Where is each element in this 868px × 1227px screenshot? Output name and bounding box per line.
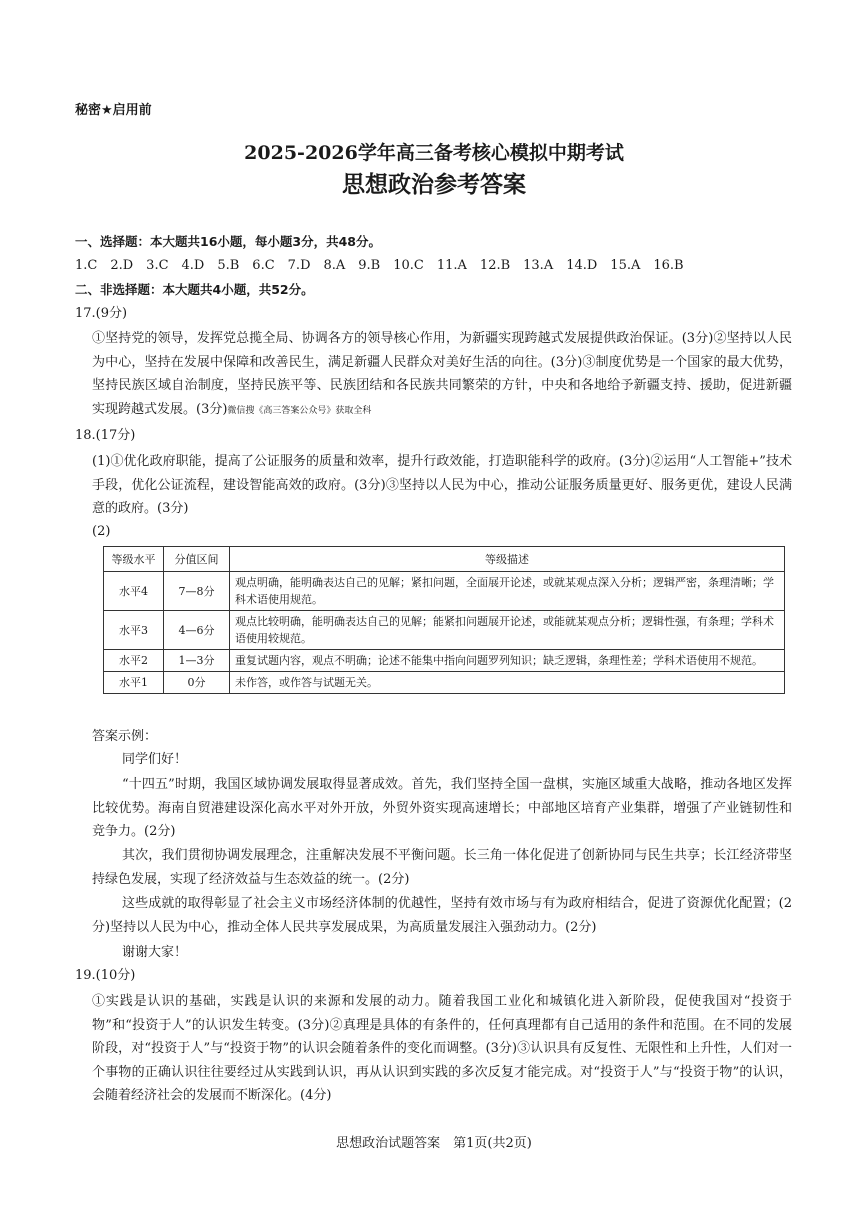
q17-label: 17.(9分) — [75, 306, 128, 321]
table-header: 等级描述 — [230, 547, 785, 572]
score-cell: 1—3分 — [164, 650, 230, 672]
q18-part2-label: (2) — [92, 524, 111, 539]
sample-paragraph-1: “十四五”时期，我国区域协调发展取得显著成效。首先，我们坚持全国一盘棋，实施区域重大战略，推动各地区发挥比较优势。海南自贸港建设深化高水平对外开放，外贸外资实现高速增长；中部地区培育产业集群，增强了产业链韧性和竞争力。(2分) — [92, 777, 792, 839]
q19-label: 19.(10分) — [75, 968, 136, 983]
description-cell: 重复试题内容，观点不明确；论述不能集中指向问题罗列知识；缺乏逻辑，条理性差；学科术语使用不规范。 — [230, 650, 785, 672]
level-cell: 水平2 — [104, 650, 164, 672]
section2-heading: 二、非选择题：本大题共4小题，共52分。 — [75, 282, 314, 297]
q17-note: 微信搜《高三答案公众号》获取全科 — [227, 405, 372, 416]
table-header: 等级水平 — [104, 547, 164, 572]
level-cell: 水平3 — [104, 611, 164, 650]
table-header: 分值区间 — [164, 547, 230, 572]
table-row — [104, 650, 785, 672]
sample-greeting: 同学们好！ — [122, 752, 188, 767]
table-header-row — [104, 547, 785, 572]
q19-answer: ①实践是认识的基础，实践是认识的来源和发展的动力。随着我国工业化和城镇化进入新阶段，促使我国对“投资于物”和“投资于人”的认识发生转变。(3分)②真理是具体的有条件的，任何真理都有自己适用的条件和范围。在不同的发展阶段，对“投资于人”与“投资于物”的认识会随着条件的变化而调整。(3分)③认识具有反复性、无限性和上升性，人们对一个事物的正确认识往往要经过从实践到认识，再从认识到实践的多次反复才能完成。对“投资于人”与“投资于物”的认识，会随着经济社会的发展而不断深化。(4分) — [92, 994, 792, 1103]
description-cell: 观点明确，能明确表达自己的见解；紧扣问题，全面展开论述，或就某观点深入分析；逻辑严密，条理清晰；学科术语使用规范。 — [230, 572, 785, 611]
level-cell: 水平1 — [104, 672, 164, 694]
table-row — [104, 572, 785, 611]
exam-title: 2025-2026学年高三备考核心模拟中期考试 — [244, 142, 624, 164]
q18-part1: (1)①优化政府职能，提高了公证服务的质量和效率，提升行政效能，打造职能科学的政府。(3分)②运用“人工智能+”技术手段，优化公证流程，建设智能高效的政府。(3分)③坚持以人民为中心，推动公证服务质量更好、服务更优，建设人民满意的政府。(3分) — [92, 454, 792, 516]
section1-heading: 一、选择题：本大题共16小题，每小题3分，共48分。 — [75, 234, 381, 249]
sample-label: 答案示例： — [92, 729, 158, 744]
secret-mark: 秘密★启用前 — [75, 103, 152, 118]
choice-answers: 1.C 2.D 3.C 4.D 5.B 6.C 7.D 8.A 9.B 10.C 11.A 12.B 13.A 14.D 15.A 16.B — [75, 258, 684, 273]
page-footer: 思想政治试题答案 第1页(共2页) — [336, 1136, 532, 1151]
score-cell: 4—6分 — [164, 611, 230, 650]
q18-label: 18.(17分) — [75, 428, 136, 443]
sample-paragraph-2: 其次，我们贯彻协调发展理念，注重解决发展不平衡问题。长三角一体化促进了创新协同与民生共享；长江经济带坚持绿色发展，实现了经济效益与生态效益的统一。(2分) — [92, 848, 792, 887]
q17-answer — [92, 327, 792, 423]
description-cell: 观点比较明确，能明确表达自己的见解；能紧扣问题展开论述，或能就某观点分析；逻辑性强，有条理；学科术语使用较规范。 — [230, 611, 785, 650]
document-title: 思想政治参考答案 — [342, 171, 526, 198]
score-cell: 7—8分 — [164, 572, 230, 611]
table-row — [104, 672, 785, 694]
score-cell: 0分 — [164, 672, 230, 694]
description-cell: 未作答，或作答与试题无关。 — [230, 672, 785, 694]
level-cell: 水平4 — [104, 572, 164, 611]
q17-text: ①坚持党的领导，发挥党总揽全局、协调各方的领导核心作用，为新疆实现跨越式发展提供政治保证。(3分)②坚持以人民为中心，坚持在发展中保障和改善民生，满足新疆人民群众对美好生活的向往。(3分)③制度优势是一个国家的最大优势，坚持民族区域自治制度，坚持民族平等、民族团结和各民族共同繁荣的方针，中央和各地给予新疆支持、援助，促进新疆实现跨越式发展。(3分) — [92, 331, 792, 417]
sample-paragraph-3: 这些成就的取得彰显了社会主义市场经济体制的优越性，坚持有效市场与有为政府相结合，促进了资源优化配置；(2分)坚持以人民为中心，推动全体人民共享发展成果，为高质量发展注入强劲动力。(2分) — [92, 896, 792, 935]
grading-table — [103, 546, 785, 694]
sample-closing: 谢谢大家！ — [122, 945, 188, 960]
table-row — [104, 611, 785, 650]
